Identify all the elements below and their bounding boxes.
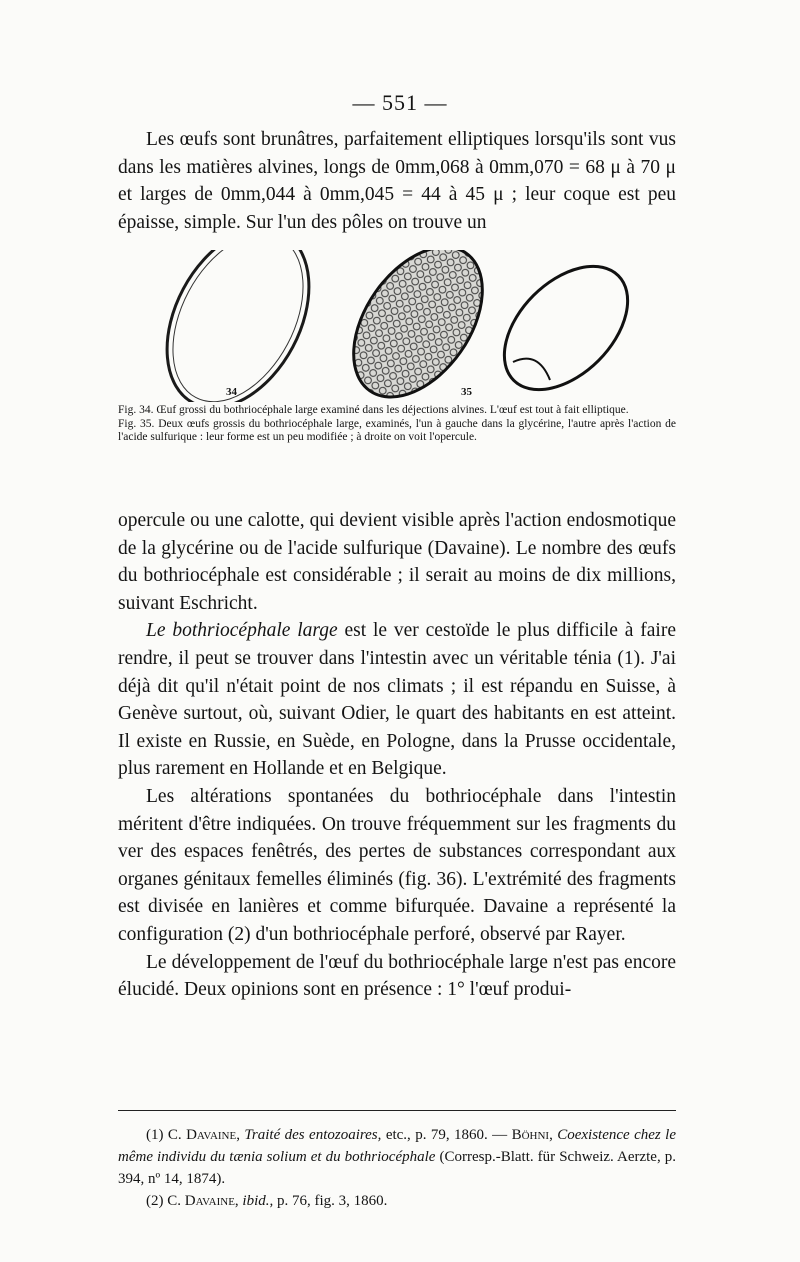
footnote-2-author: C. Davaine, xyxy=(167,1193,239,1209)
top-paragraph xyxy=(118,126,676,236)
footnote-1-reference: (Corresp.-Blatt. für Schweiz. Aerzte, p. 394, nº 14, 1874). xyxy=(118,1149,677,1187)
footnote-rule xyxy=(118,1110,676,1111)
footnote-2-ibid: ibid., xyxy=(242,1193,274,1209)
footnotes xyxy=(118,1124,676,1212)
caption-fig-35 xyxy=(118,418,676,445)
footnote-2-details: p. 76, fig. 3, 1860. xyxy=(273,1193,388,1209)
egg-illustration xyxy=(118,250,676,402)
caption-fig-34 xyxy=(118,404,676,418)
paragraph-bothriocephale-text: est le ver cestoïde le plus difficile à faire rendre, il peut se trouver dans l'intestin avec un véritable ténia (1). J'ai déjà dit qu'il n'était point de nos climats ; il est répandu en Suisse, à Genève surtout, où, suivant Odier, le quart des habitants en est atteint. Il existe en Russie, en Suède, en Pologne, dans la Prusse occidentale, plus rarement en Hollande et en Belgique. xyxy=(118,620,677,780)
figure-eggs xyxy=(118,250,676,402)
caption-fig-34-text: Œuf grossi du bothriocéphale large examiné dans les déjections alvines. L'œuf est tout à fait elliptique. xyxy=(156,404,629,416)
footnote-1-author-2: Böhni, xyxy=(511,1127,553,1143)
main-text xyxy=(118,507,676,1004)
figure-caption xyxy=(118,404,676,445)
figure-label-34: 34 xyxy=(226,386,237,398)
caption-fig-35-text: Deux œufs grossis du bothriocéphale large, examinés, l'un à gauche dans la glycérine, l'autre après l'action de l'acide sulfurique : leur forme est un peu modifiée ; à droite on voit l'opercule. xyxy=(118,417,677,444)
page-number: — 551 — xyxy=(352,90,448,115)
paragraph-alterations: Les altérations spontanées du bothriocéphale dans l'intestin méritent d'être indiquées. On trouve fréquemment sur les fragments du ver des espaces fenêtrés, des pertes de substances correspondant aux organes génitaux femelles éliminés (fig. 36). L'extrémité des fragments est divisée en lanières et comme bifurquée. Davaine a représenté la configuration (2) d'un bothriocéphale perforé, observé par Rayer. xyxy=(118,785,676,945)
footnote-2-number: (2) xyxy=(146,1193,164,1209)
footnote-1 xyxy=(118,1124,676,1190)
footnote-1-number: (1) xyxy=(146,1127,164,1143)
paragraph-eggs: Les œufs sont brunâtres, parfaitement elliptiques lorsqu'ils sont vus dans les matières alvines, longs de 0mm,068 à 0mm,070 = 68 μ à 70 μ et larges de 0mm,044 à 0mm,045 = 44 à 45 μ ; leur coque est peu épaisse, simple. Sur l'un des pôles on trouve un xyxy=(118,129,676,233)
paragraph-bothriocephale xyxy=(118,617,676,783)
figure-label-35: 35 xyxy=(461,386,472,398)
footnote-2 xyxy=(118,1190,676,1212)
caption-fig-34-prefix: Fig. 34. xyxy=(118,404,154,416)
term-bothriocephale-large: Le bothriocéphale large xyxy=(146,620,338,642)
paragraph-developpement: Le développement de l'œuf du bothriocéphale large n'est pas encore élucidé. Deux opinions sont en présence : 1° l'œuf produi- xyxy=(118,951,676,1001)
footnote-1-title-2: Coexistence chez le même individu du tænia solium et du bothriocéphale xyxy=(118,1127,676,1165)
footnote-1-details: etc., p. 79, 1860. — xyxy=(381,1127,512,1143)
paragraph-opercule: opercule ou une calotte, qui devient visible après l'action endosmotique de la glycérine ou de l'acide sulfurique (Davaine). Le nombre des œufs du bothriocéphale est considérable ; il serait au moins de dix millions, suivant Eschricht. xyxy=(118,510,676,614)
footnote-1-title: Traité des entozoaires, xyxy=(244,1127,382,1143)
footnote-1-author: C. Davaine, xyxy=(167,1127,240,1143)
caption-fig-35-prefix: Fig. 35. xyxy=(118,417,155,430)
